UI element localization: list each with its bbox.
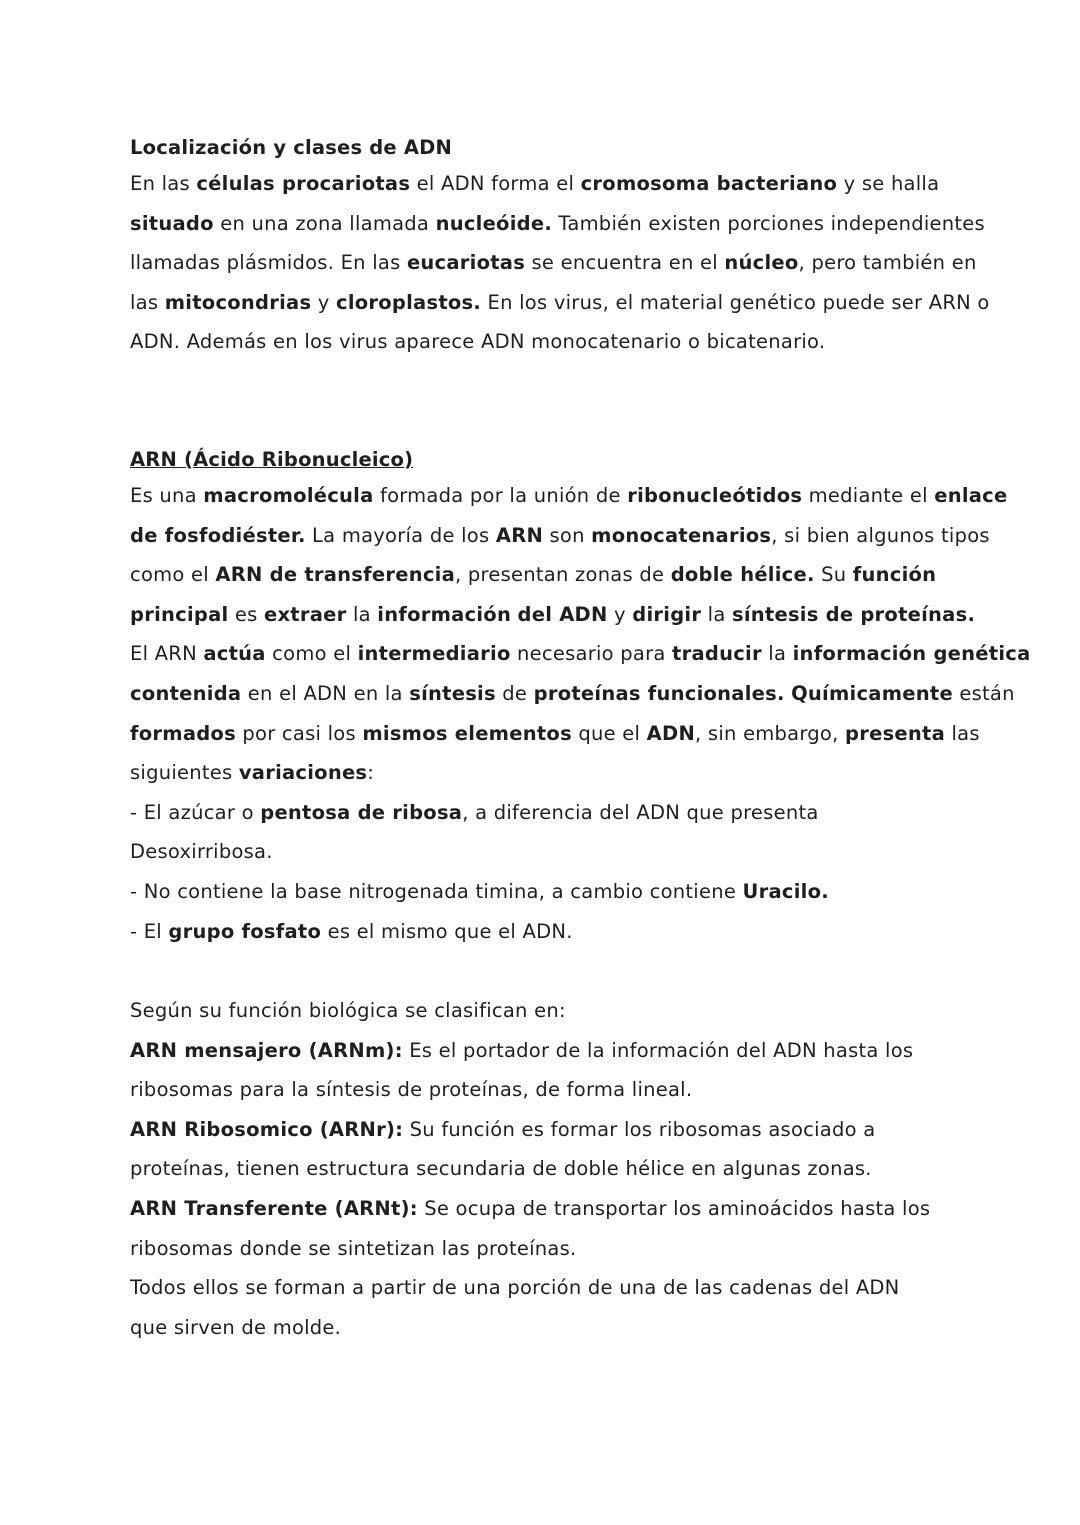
- bold-term: del ADN: [517, 602, 608, 626]
- text-segment: es el mismo que el ADN.: [321, 919, 573, 943]
- text-segment: Desoxirribosa.: [130, 840, 273, 864]
- bold-term: ARN: [495, 523, 544, 547]
- bold-term: principal: [130, 602, 229, 626]
- bold-term: ribonucleótidos: [627, 483, 803, 507]
- bold-term: doble hélice.: [670, 563, 815, 587]
- bold-term: cromosoma bacteriano: [580, 172, 838, 195]
- bold-term: presenta: [845, 721, 946, 745]
- bold-term: síntesis de proteínas.: [731, 602, 976, 626]
- bold-term: extraer: [264, 602, 347, 626]
- bold-term: ARN de transferencia: [215, 563, 455, 587]
- text-segment: En las: [130, 172, 197, 195]
- text-segment: son: [543, 523, 592, 547]
- text-segment: Según su función biológica se clasifican en:: [130, 999, 566, 1023]
- text-segment: , pero también en: [798, 251, 977, 275]
- text-segment: la: [346, 602, 378, 626]
- text-segment: necesario para: [510, 642, 673, 666]
- bold-term: mismos elementos: [362, 721, 572, 745]
- bold-term: ADN: [646, 721, 696, 745]
- text-segment: Es una: [130, 483, 204, 507]
- text-segment: las: [130, 290, 165, 314]
- text-segment: :: [367, 761, 375, 785]
- text-segment: en una zona llamada: [213, 211, 436, 235]
- bold-term: variaciones: [238, 761, 368, 785]
- text-line: [130, 832, 950, 872]
- text-segment: Se ocupa de transportar los aminoácidos hasta los: [417, 1197, 931, 1221]
- bold-term: información genética: [792, 642, 1031, 666]
- text-line: [130, 555, 950, 595]
- text-segment: , sin embargo,: [695, 721, 846, 745]
- bold-term: ARN Transferente (ARNt):: [130, 1197, 418, 1221]
- text-line: [130, 674, 1015, 714]
- text-segment: , presentan zonas de: [455, 563, 671, 587]
- bold-term: macromolécula: [203, 483, 374, 507]
- bold-term: información: [377, 602, 512, 626]
- text-line: [130, 1268, 950, 1308]
- text-line: [130, 595, 976, 635]
- text-segment: También existen porciones independientes: [551, 211, 985, 235]
- bold-term: de fosfodiéster.: [130, 523, 306, 547]
- text-segment: llamadas plásmidos. En las: [130, 251, 407, 275]
- text-segment: - El: [130, 919, 169, 943]
- text-segment: por casi los: [235, 721, 363, 745]
- section-title-arn: ARN (Ácido Ribonucleico): [130, 447, 414, 471]
- bold-term: función: [852, 563, 937, 587]
- text-segment: ribosomas donde se sintetizan las proteínas.: [130, 1236, 577, 1260]
- bold-term: traducir: [672, 642, 762, 666]
- text-segment: y se halla: [837, 172, 940, 195]
- bold-term: Químicamente: [791, 681, 953, 705]
- text-line: [130, 164, 950, 204]
- text-line: [130, 476, 1008, 516]
- text-segment: En los virus, el material genético puede ser ARN o: [481, 290, 990, 314]
- text-segment: es: [228, 602, 264, 626]
- bold-term: síntesis: [409, 681, 496, 705]
- bold-term: núcleo: [724, 251, 799, 275]
- bold-term: monocatenarios: [591, 523, 772, 547]
- text-line: [130, 283, 990, 323]
- bold-term: grupo fosfato: [168, 919, 322, 943]
- bold-term: situado: [130, 211, 214, 235]
- text-line: [130, 204, 985, 244]
- text-segment: , si bien algunos tipos: [771, 523, 990, 547]
- text-segment: de: [495, 681, 534, 705]
- bold-term: proteínas funcionales.: [533, 681, 785, 705]
- text-segment: en el ADN en la: [241, 681, 410, 705]
- bold-term: Uracilo.: [742, 879, 829, 903]
- text-line: [130, 753, 950, 793]
- bold-term: enlace: [934, 483, 1008, 507]
- text-line: [130, 1189, 950, 1229]
- text-segment: la: [701, 602, 732, 626]
- text-segment: como el: [265, 642, 358, 666]
- text-segment: que sirven de molde.: [130, 1315, 342, 1339]
- text-segment: Es el portador de la información del ADN hasta los: [402, 1038, 914, 1062]
- text-segment: La mayoría de los: [305, 523, 496, 547]
- text-segment: están: [952, 681, 1015, 705]
- bold-term: intermediario: [357, 642, 511, 666]
- text-segment: Su función es formar los ribosomas asociado a: [403, 1117, 876, 1141]
- text-segment: El ARN: [130, 642, 204, 666]
- bold-term: mitocondrias: [164, 290, 312, 314]
- text-segment: - El azúcar o: [130, 800, 261, 824]
- spacer: [130, 362, 950, 440]
- bold-term: formados: [130, 721, 236, 745]
- text-line: [130, 793, 950, 833]
- spacer: [130, 951, 950, 991]
- text-segment: Todos ellos se forman a partir de una porción de una de las cadenas del ADN: [130, 1276, 900, 1300]
- text-segment: la: [761, 642, 793, 666]
- text-line: [130, 634, 1031, 674]
- text-segment: las: [945, 721, 980, 745]
- text-segment: se encuentra en el: [525, 251, 725, 275]
- text-segment: y: [607, 602, 633, 626]
- text-segment: siguientes: [130, 761, 239, 785]
- bold-term: células procariotas: [196, 172, 411, 195]
- section-localizacion-body: [130, 164, 990, 362]
- text-line: [130, 1149, 950, 1189]
- text-line: [130, 1229, 950, 1269]
- text-segment: Su: [814, 563, 853, 587]
- bold-term: ARN Ribosomico (ARNr):: [130, 1117, 404, 1141]
- text-segment: - No contiene la base nitrogenada timina, a cambio contiene: [130, 879, 743, 903]
- text-segment: que el: [571, 721, 647, 745]
- text-line: [130, 714, 980, 754]
- bold-term: contenida: [130, 681, 242, 705]
- text-line: [130, 1110, 950, 1150]
- text-line: [130, 243, 977, 283]
- text-segment: y: [311, 290, 337, 314]
- text-segment: , a diferencia del ADN que presenta: [462, 800, 819, 824]
- text-line: [130, 516, 990, 556]
- bold-term: cloroplastos.: [336, 290, 482, 314]
- bold-term: eucariotas: [406, 251, 526, 275]
- section-arn-body: [130, 476, 1031, 951]
- text-segment: como el: [130, 563, 216, 587]
- section-clasificacion-body: [130, 991, 950, 1347]
- bold-term: pentosa de ribosa: [260, 800, 463, 824]
- text-segment: el ADN forma el: [410, 172, 581, 195]
- bold-term: actúa: [203, 642, 266, 666]
- bold-term: ARN mensajero (ARNm):: [130, 1038, 403, 1062]
- text-segment: proteínas, tienen estructura secundaria de doble hélice en algunas zonas.: [130, 1157, 872, 1181]
- text-segment: ribosomas para la síntesis de proteínas, de forma lineal.: [130, 1078, 693, 1102]
- text-line: [130, 991, 950, 1031]
- text-line: [130, 322, 950, 362]
- text-segment: formada por la unión de: [373, 483, 628, 507]
- text-line: [130, 1031, 950, 1071]
- text-segment: ADN. Además en los virus aparece ADN monocatenario o bicatenario.: [130, 330, 826, 354]
- text-line: [130, 1070, 950, 1110]
- section-title-localizacion: Localización y clases de ADN: [130, 136, 453, 159]
- text-line: [130, 872, 950, 912]
- text-segment: mediante el: [802, 483, 935, 507]
- bold-term: dirigir: [632, 602, 702, 626]
- document-page: [130, 128, 1031, 1347]
- bold-term: nucleóide.: [435, 211, 552, 235]
- text-line: [130, 1308, 950, 1348]
- text-line: [130, 912, 950, 952]
